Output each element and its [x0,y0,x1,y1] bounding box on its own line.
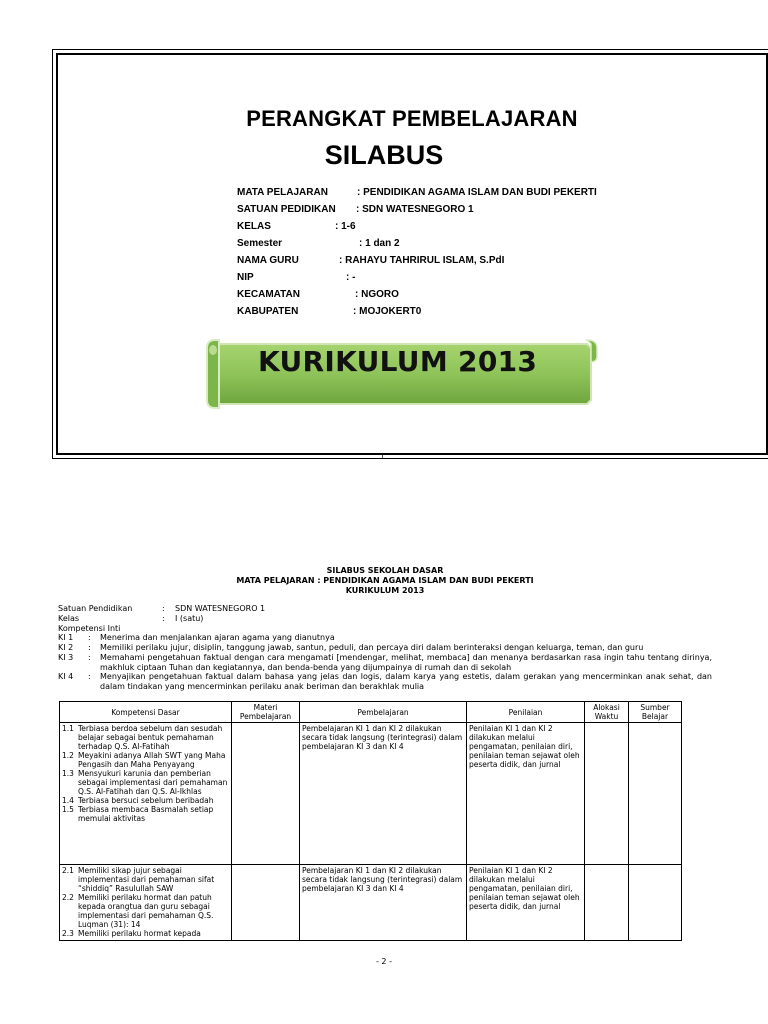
field-label: SATUAN PEDIDIKAN [237,204,336,215]
kd-text: Meyakini adanya Allah SWT yang Maha Pengasih dan Maha Penyayang [78,751,226,769]
column-header: Kompetensi Dasar [60,702,232,723]
table-row [60,865,682,941]
kd-item [62,751,229,769]
kd-number: 1.5 [62,805,74,814]
kompetensi-dasar-cell [60,723,232,865]
satuan-value: SDN WATESNEGORO 1 [175,604,266,613]
field-label: MATA PELAJARAN [237,187,328,198]
kd-item [62,929,229,938]
ki-label: KI 1 [58,633,74,642]
kd-text: Memiliki perilaku hormat dan patuh kepada orangtua dan guru sebagai implementasi dari pemahaman Q.S. Luqman (31): 14 [78,893,214,929]
field-nip [237,272,356,283]
ki-text: Memahami pengetahuan faktual dengan cara mengamati [mendengar, melihat, membaca] dan menanya berdasarkan rasa ingin tahu tentang dirinya, makhluk ciptaan Tuhan dan kegiatannya, dan benda-benda yang dijumpainya di rumah dan di sekolah [100,653,712,672]
ki-label: KI 3 [58,653,74,662]
field-value: : 1 dan 2 [359,238,400,249]
cover-title: PERANGKAT PEMBELAJARAN [246,106,578,131]
page-number: - 2 - [376,957,392,966]
kelas-value: I (satu) [175,614,204,623]
cover-subtitle: SILABUS [324,140,444,170]
kd-text: Terbiasa bersuci sebelum beribadah [78,796,214,805]
field-value: : MOJOKERT0 [353,306,422,317]
kd-item [62,893,229,929]
field-label: NIP [237,272,254,283]
satuan-label: Satuan Pendidikan [58,604,133,613]
kd-number: 1.2 [62,751,74,760]
kd-number: 1.4 [62,796,74,805]
column-header: Alokasi Waktu [585,702,629,723]
syllabus-table [59,701,682,941]
ki-colon: : [88,672,91,681]
column-header: Penilaian [467,702,585,723]
kd-item [62,805,229,823]
alokasi-cell [585,723,629,865]
satuan-colon: : [162,604,165,613]
field-kabupaten [237,306,422,317]
column-header: Sumber Belajar [629,702,682,723]
kd-text: Memiliki perilaku hormat kepada [78,929,201,938]
pembelajaran-cell: Pembelajaran KI 1 dan KI 2 dilakukan secara tidak langsung (terintegrasi) dalam pembelajaran KI 3 dan KI 4 [300,723,467,865]
kd-number: 2.2 [62,893,74,902]
field-mata-pelajaran [237,187,597,198]
sumber-cell [629,723,682,865]
field-value: : RAHAYU TAHRIRUL ISLAM, S.PdI [339,255,505,266]
banner-text: KURIKULUM 2013 [258,345,538,378]
kd-text: Terbiasa berdoa sebelum dan sesudah belajar sebagai bentuk pemahaman terhadap Q.S. Al-Fatihah [78,724,223,751]
kelas-colon: : [162,614,165,623]
document-title-line3: KURIKULUM 2013 [345,586,425,595]
materi-cell [232,723,300,865]
field-value: : - [346,272,356,283]
penilaian-cell: Penilaian KI 1 dan KI 2 dilakukan melalui pengamatan, penilaian diri, penilaian teman sejawat oleh peserta didik, dan jurnal [467,865,585,941]
ki-label: KI 2 [58,643,74,652]
kd-item [62,796,229,805]
page-number: 1 [380,453,385,461]
kd-text: Terbiasa membaca Basmalah setiap memulai aktivitas [78,805,214,823]
kd-item [62,866,229,893]
field-semester [237,238,400,249]
field-label: NAMA GURU [237,255,299,266]
materi-cell [232,865,300,941]
kelas-label: Kelas [58,614,80,623]
kd-number: 2.3 [62,929,74,938]
alokasi-cell [585,865,629,941]
ki-colon: : [88,653,91,662]
field-value: : PENDIDIKAN AGAMA ISLAM DAN BUDI PEKERTI [357,187,597,198]
ki-text: Menerima dan menjalankan ajaran agama yang dianutnya [100,633,335,642]
document-title-line2: MATA PELAJARAN : PENDIDIKAN AGAMA ISLAM DAN BUDI PEKERTI [236,576,534,585]
field-label: KABUPATEN [237,306,299,317]
kompetensi-dasar-cell [60,865,232,941]
kd-item [62,769,229,796]
document-title-line1: SILABUS SEKOLAH DASAR [326,566,444,575]
ki-text: Menyajikan pengetahuan faktual dalam bahasa yang jelas dan logis, dalam karya yang estetis, dalam gerakan yang mencerminkan anak sehat, dan dalam tindakan yang mencerminkan perilaku anak beriman dan berakhlak mulia [100,672,712,691]
field-value: : SDN WATESNEGORO 1 [356,204,474,215]
ki-colon: : [88,643,91,652]
field-kelas [237,221,356,232]
ki-text: Memiliki perilaku jujur, disiplin, tanggung jawab, santun, peduli, dan percaya diri dalam berinteraksi dengan keluarga, teman, dan guru [100,643,644,652]
ki-colon: : [88,633,91,642]
column-header: Materi Pembelajaran [232,702,300,723]
ki-label: KI 4 [58,672,74,681]
kd-number: 1.3 [62,769,74,778]
kd-item [62,724,229,751]
penilaian-cell: Penilaian KI 1 dan KI 2 dilakukan melalui pengamatan, penilaian diri, penilaian teman sejawat oleh peserta didik, dan jurnal [467,723,585,865]
field-satuan-pendidikan [237,204,474,215]
kd-number: 1.1 [62,724,74,733]
field-label: KELAS [237,221,271,232]
ki-heading: Kompetensi Inti [58,624,121,633]
field-value: : NGORO [355,289,399,300]
field-nama-guru [237,255,505,266]
column-header: Pembelajaran [300,702,467,723]
kd-number: 2.1 [62,866,74,875]
field-label: KECAMATAN [237,289,300,300]
table-header-row [60,702,682,723]
kd-text: Mensyukuri karunia dan pemberian sebagai implementasi dari pemahaman Q.S. Al-Fatihah dan Q.S. Al-Ikhlas [78,769,228,796]
field-label: Semester [237,238,283,249]
table-row [60,723,682,865]
field-value: : 1-6 [335,221,356,232]
kd-text: Memiliki sikap jujur sebagai implementasi dari pemahaman sifat “shiddiq” Rasulullah SAW [78,866,215,893]
field-kecamatan [237,289,399,300]
sumber-cell [629,865,682,941]
pembelajaran-cell: Pembelajaran KI 1 dan KI 2 dilakukan secara tidak langsung (terintegrasi) dalam pembelajaran KI 3 dan KI 4 [300,865,467,941]
